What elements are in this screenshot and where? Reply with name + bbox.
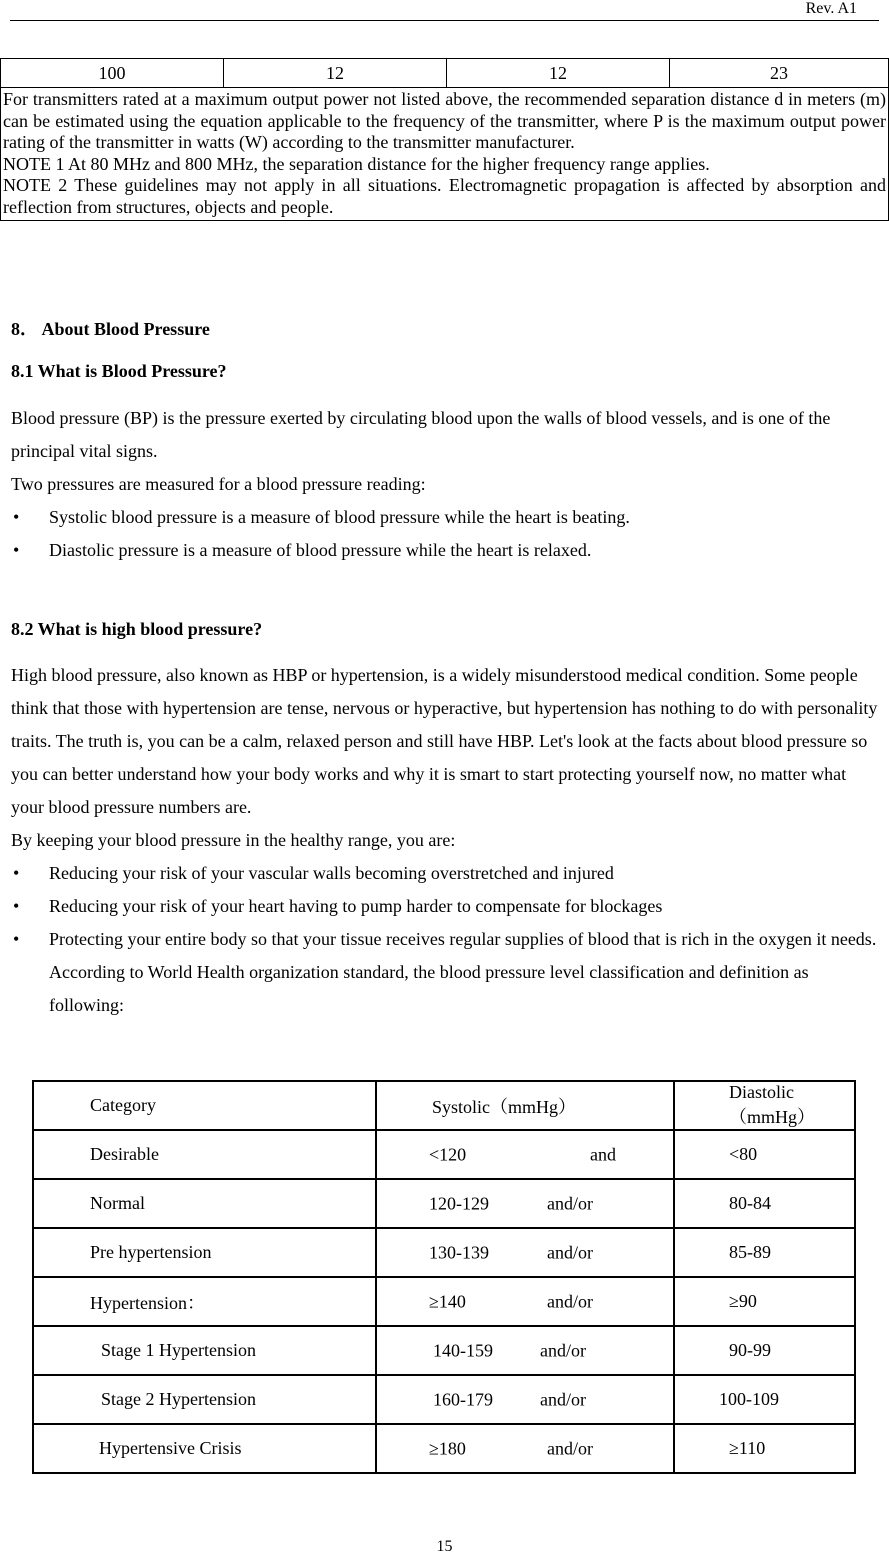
list-item — [11, 923, 881, 956]
list-item-text: Reducing your risk of your heart having to pump harder to compensate for blockages — [49, 896, 663, 916]
conjunction: and — [590, 1144, 616, 1164]
systolic-cell — [376, 1424, 674, 1473]
systolic-value: 120-129 — [429, 1193, 489, 1213]
bullet-icon: • — [13, 863, 20, 883]
conjunction: and/or — [547, 1242, 593, 1262]
conjunction: and/or — [547, 1193, 593, 1213]
table-cell: 12 — [447, 59, 670, 88]
systolic-value: ≥180 — [429, 1438, 466, 1458]
table-row — [33, 1228, 855, 1277]
list-item-text: Reducing your risk of your vascular walls becoming overstretched and injured — [49, 863, 614, 883]
diastolic-cell: 85-89 — [674, 1228, 855, 1277]
page-number: 15 — [436, 1538, 453, 1555]
header-category: Category — [33, 1081, 376, 1130]
table-row — [33, 1277, 855, 1326]
paragraph: High blood pressure, also known as HBP or hypertension, is a widely misunderstood medical condition. Some people think that those with hypertension are tense, nervous or hyperactive, but hypertension has nothing to do with personality traits. The truth is, you can be a calm, relaxed person and still have HBP. Let's look at the facts about blood pressure so you can better understand how your body works and why it is smart to start protecting yourself now, no matter what your blood pressure numbers are. — [11, 665, 878, 817]
list-item — [11, 501, 881, 534]
list-item — [11, 890, 881, 923]
systolic-cell — [376, 1375, 674, 1424]
diastolic-cell: 90-99 — [674, 1326, 855, 1375]
table-row — [33, 1326, 855, 1375]
paragraph: By keeping your blood pressure in the healthy range, you are: — [11, 830, 456, 850]
section-8-1-body — [11, 402, 881, 567]
list-item-text: Diastolic pressure is a measure of blood pressure while the heart is relaxed. — [49, 540, 592, 560]
systolic-value: ≥140 — [429, 1291, 466, 1311]
systolic-cell — [376, 1326, 674, 1375]
category-cell: Stage 1 Hypertension — [33, 1326, 376, 1375]
separation-distance-table — [0, 58, 889, 221]
conjunction: and/or — [540, 1389, 586, 1409]
note-2: NOTE 2 These guidelines may not apply in all situations. Electromagnetic propagation is affected by absorption and reflection from structures, objects and people. — [3, 175, 886, 217]
header-rule — [10, 20, 879, 21]
table-cell: 23 — [670, 59, 889, 88]
bullet-icon: • — [13, 929, 20, 949]
paragraph: Blood pressure (BP) is the pressure exerted by circulating blood upon the walls of blood vessels, and is one of the principal vital signs. — [11, 408, 831, 461]
systolic-value: 130-139 — [429, 1242, 489, 1262]
table-note-cell — [1, 88, 889, 221]
table-row — [1, 59, 889, 88]
category-cell: Pre hypertension — [33, 1228, 376, 1277]
bullet-icon: • — [13, 507, 20, 527]
category-cell: Normal — [33, 1179, 376, 1228]
systolic-cell — [376, 1277, 674, 1326]
diastolic-cell: 100-109 — [674, 1375, 855, 1424]
systolic-value: <120 — [429, 1144, 467, 1164]
conjunction: and/or — [540, 1340, 586, 1360]
table-row — [1, 88, 889, 221]
header-systolic — [376, 1081, 674, 1130]
list-item-text: Protecting your entire body so that your tissue receives regular supplies of blood that is rich in the oxygen it needs. — [49, 929, 877, 949]
list-item-text: Systolic blood pressure is a measure of blood pressure while the heart is beating. — [49, 507, 630, 527]
category-cell: Hypertensive Crisis — [33, 1424, 376, 1473]
category-cell: Desirable — [33, 1130, 376, 1179]
table-row — [33, 1179, 855, 1228]
table-cell: 12 — [224, 59, 447, 88]
bullet-icon: • — [13, 540, 20, 560]
systolic-cell — [376, 1179, 674, 1228]
note-main: For transmitters rated at a maximum output power not listed above, the recommended separation distance d in meters (m) can be estimated using the equation applicable to the frequency of the transmitter, where P is the maximum output power rating of the transmitter in watts (W) according to the transmitter manufacturer. — [3, 89, 886, 152]
diastolic-cell: ≥110 — [674, 1424, 855, 1473]
section-8-2-body — [11, 659, 881, 1022]
diastolic-cell: <80 — [674, 1130, 855, 1179]
conjunction: and/or — [547, 1438, 593, 1458]
systolic-cell — [376, 1228, 674, 1277]
list-item — [11, 857, 881, 890]
table-row — [33, 1424, 855, 1473]
table-header-row — [33, 1081, 855, 1130]
category-cell: Hypertension： — [33, 1277, 376, 1326]
category-cell: Stage 2 Hypertension — [33, 1375, 376, 1424]
diastolic-cell: ≥90 — [674, 1277, 855, 1326]
header-systolic-text: Systolic（mmHg） — [432, 1096, 577, 1117]
systolic-value: 140-159 — [433, 1340, 493, 1360]
section-8-1-heading: 8.1 What is Blood Pressure? — [11, 361, 227, 381]
table-row — [33, 1375, 855, 1424]
table-row — [33, 1130, 855, 1179]
diastolic-cell: 80-84 — [674, 1179, 855, 1228]
bullet-icon: • — [13, 896, 20, 916]
section-8-title: 8． About Blood Pressure — [11, 319, 210, 339]
list-item — [11, 534, 881, 567]
who-paragraph: According to World Health organization standard, the blood pressure level classification and definition as following: — [49, 962, 809, 1015]
systolic-value: 160-179 — [433, 1389, 493, 1409]
blood-pressure-table — [32, 1080, 856, 1474]
table-cell: 100 — [1, 59, 224, 88]
paragraph: Two pressures are measured for a blood pressure reading: — [11, 474, 426, 494]
conjunction: and/or — [547, 1291, 593, 1311]
systolic-cell — [376, 1130, 674, 1179]
note-1: NOTE 1 At 80 MHz and 800 MHz, the separation distance for the higher frequency range applies. — [3, 153, 710, 174]
section-8-2-heading: 8.2 What is high blood pressure? — [11, 619, 263, 639]
header-diastolic: Diastolic（mmHg） — [674, 1081, 855, 1130]
revision-label: Rev. A1 — [805, 0, 857, 17]
